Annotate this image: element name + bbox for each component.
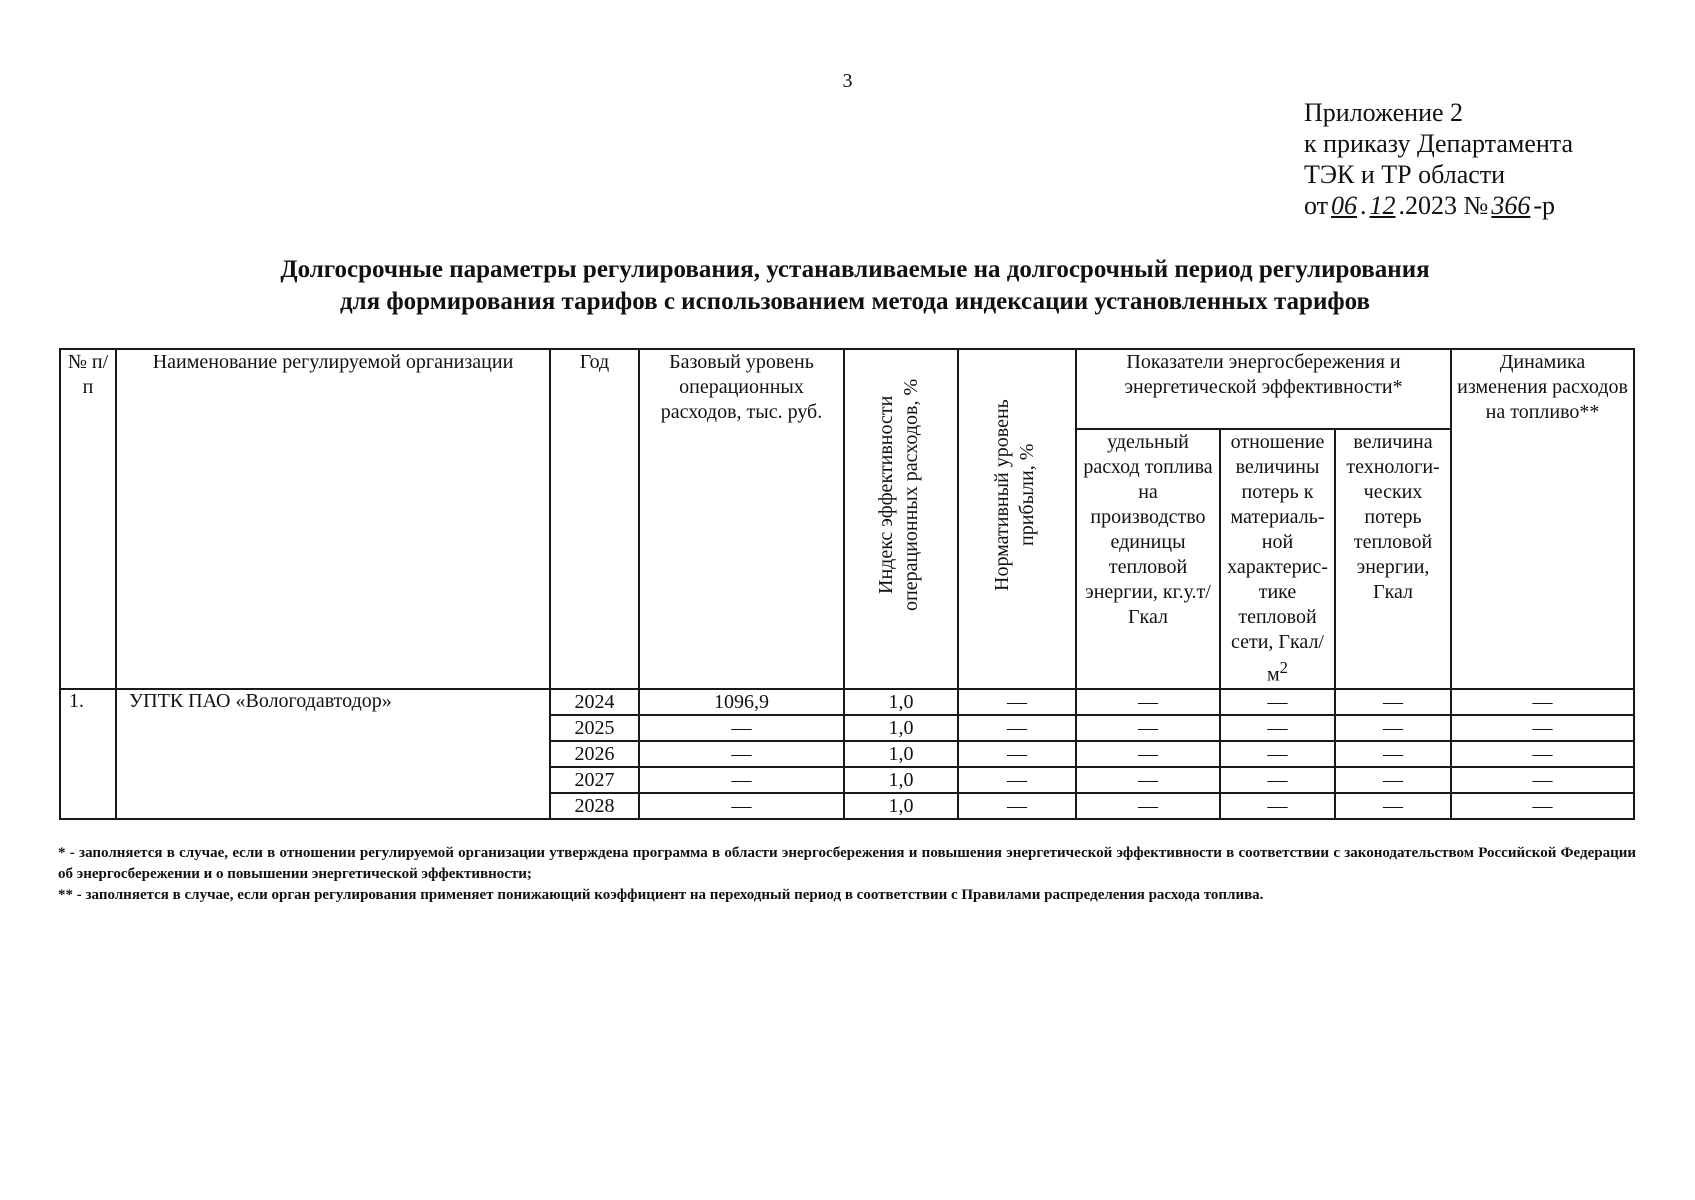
header-organization: Наименование регулируемой организации: [116, 349, 550, 689]
header-tech-losses: величина технологи-ческих потерь тепловой энергии, Гкал: [1335, 429, 1451, 689]
cell-loss-ratio: —: [1220, 689, 1335, 715]
header-row-number: № п/п: [60, 349, 116, 689]
cell-base-opex: —: [639, 715, 844, 741]
header-fuel-dynamics: Динамика изменения расходов на топливо**: [1451, 349, 1634, 689]
header-profit-level-text: Нормативный уровень прибыли, %: [990, 399, 1038, 591]
title-line-1: Долгосрочные параметры регулирования, устанавливаемые на долгосрочный период регулирования: [280, 256, 1430, 283]
cell-tech-losses: —: [1335, 689, 1451, 715]
handwritten-day: 06: [1331, 191, 1358, 220]
header-efficiency-index-text: Индекс эффективности операционных расходов, %: [874, 378, 922, 612]
appendix-line-3: ТЭК и ТР области: [1304, 160, 1506, 189]
cell-efficiency-index: 1,0: [844, 715, 958, 741]
appendix-line-1: Приложение 2: [1304, 98, 1464, 127]
appendix-date-line: от 06 . 12 .2023 № 366 -р: [1304, 191, 1556, 220]
footnote-1: * - заполняется в случае, если в отношении регулируемой организации утверждена программа в области энергосбережения и повышения энергетической эффективности в соответствии с законодательством Российской Федерации об энергосбережении и о повышении энергетической эффективности;: [58, 845, 1636, 882]
document-title: [100, 254, 1610, 318]
organization-name: УПТК ПАО «Вологодавтодор»: [116, 689, 550, 819]
header-profit-level: [958, 349, 1076, 689]
cell-fuel-dynamics: —: [1451, 715, 1634, 741]
header-loss-ratio-text: отношение величины потерь к материаль-ной характерис-тике тепловой сети, Гкал/м: [1227, 431, 1328, 686]
cell-fuel-rate: —: [1076, 767, 1220, 793]
handwritten-order-number: 366: [1491, 191, 1531, 220]
cell-year: 2026: [550, 741, 639, 767]
cell-loss-ratio: —: [1220, 741, 1335, 767]
cell-loss-ratio: —: [1220, 793, 1335, 819]
cell-profit-level: —: [958, 715, 1076, 741]
row-number: 1.: [60, 689, 116, 819]
cell-base-opex: —: [639, 741, 844, 767]
cell-tech-losses: —: [1335, 767, 1451, 793]
cell-year: 2024: [550, 689, 639, 715]
appendix-block: [1304, 97, 1573, 221]
cell-year: 2027: [550, 767, 639, 793]
date-prefix: от: [1304, 191, 1329, 220]
cell-fuel-rate: —: [1076, 715, 1220, 741]
cell-profit-level: —: [958, 689, 1076, 715]
header-loss-ratio-sup: 2: [1279, 658, 1288, 677]
cell-efficiency-index: 1,0: [844, 793, 958, 819]
header-base-opex: Базовый уровень операционных расходов, тыс. руб.: [639, 349, 844, 689]
handwritten-month: 12: [1369, 191, 1396, 220]
cell-tech-losses: —: [1335, 793, 1451, 819]
header-efficiency-index: [844, 349, 958, 689]
cell-tech-losses: —: [1335, 715, 1451, 741]
cell-year: 2028: [550, 793, 639, 819]
cell-efficiency-index: 1,0: [844, 767, 958, 793]
cell-fuel-rate: —: [1076, 793, 1220, 819]
footnotes: [58, 843, 1636, 906]
date-year: .2023 №: [1398, 191, 1489, 220]
cell-profit-level: —: [958, 741, 1076, 767]
parameters-table: [59, 348, 1635, 820]
cell-base-opex: 1096,9: [639, 689, 844, 715]
cell-tech-losses: —: [1335, 741, 1451, 767]
appendix-line-2: к приказу Департамента: [1304, 129, 1574, 158]
footnote-2: ** - заполняется в случае, если орган регулирования применяет понижающий коэффициент на переходный период в соответствии с Правилами распределения расхода топлива.: [58, 887, 1264, 903]
title-line-2: для формирования тарифов с использованием метода индексации установленных тарифов: [339, 288, 1371, 315]
order-suffix: -р: [1533, 191, 1556, 220]
cell-fuel-rate: —: [1076, 689, 1220, 715]
cell-fuel-dynamics: —: [1451, 689, 1634, 715]
cell-efficiency-index: 1,0: [844, 741, 958, 767]
cell-fuel-dynamics: —: [1451, 767, 1634, 793]
page-number: 3: [842, 70, 853, 92]
cell-base-opex: —: [639, 767, 844, 793]
header-energy-indicators: Показатели энергосбережения и энергетической эффективности*: [1076, 349, 1451, 429]
cell-fuel-dynamics: —: [1451, 741, 1634, 767]
cell-profit-level: —: [958, 767, 1076, 793]
cell-year: 2025: [550, 715, 639, 741]
cell-fuel-dynamics: —: [1451, 793, 1634, 819]
cell-efficiency-index: 1,0: [844, 689, 958, 715]
cell-loss-ratio: —: [1220, 715, 1335, 741]
header-year: Год: [550, 349, 639, 689]
cell-fuel-rate: —: [1076, 741, 1220, 767]
header-loss-ratio: [1220, 429, 1335, 689]
cell-profit-level: —: [958, 793, 1076, 819]
header-fuel-rate: удельный расход топлива на производство единицы тепловой энергии, кг.у.т/Гкал: [1076, 429, 1220, 689]
cell-base-opex: —: [639, 793, 844, 819]
cell-loss-ratio: —: [1220, 767, 1335, 793]
table-row: [60, 689, 1634, 715]
